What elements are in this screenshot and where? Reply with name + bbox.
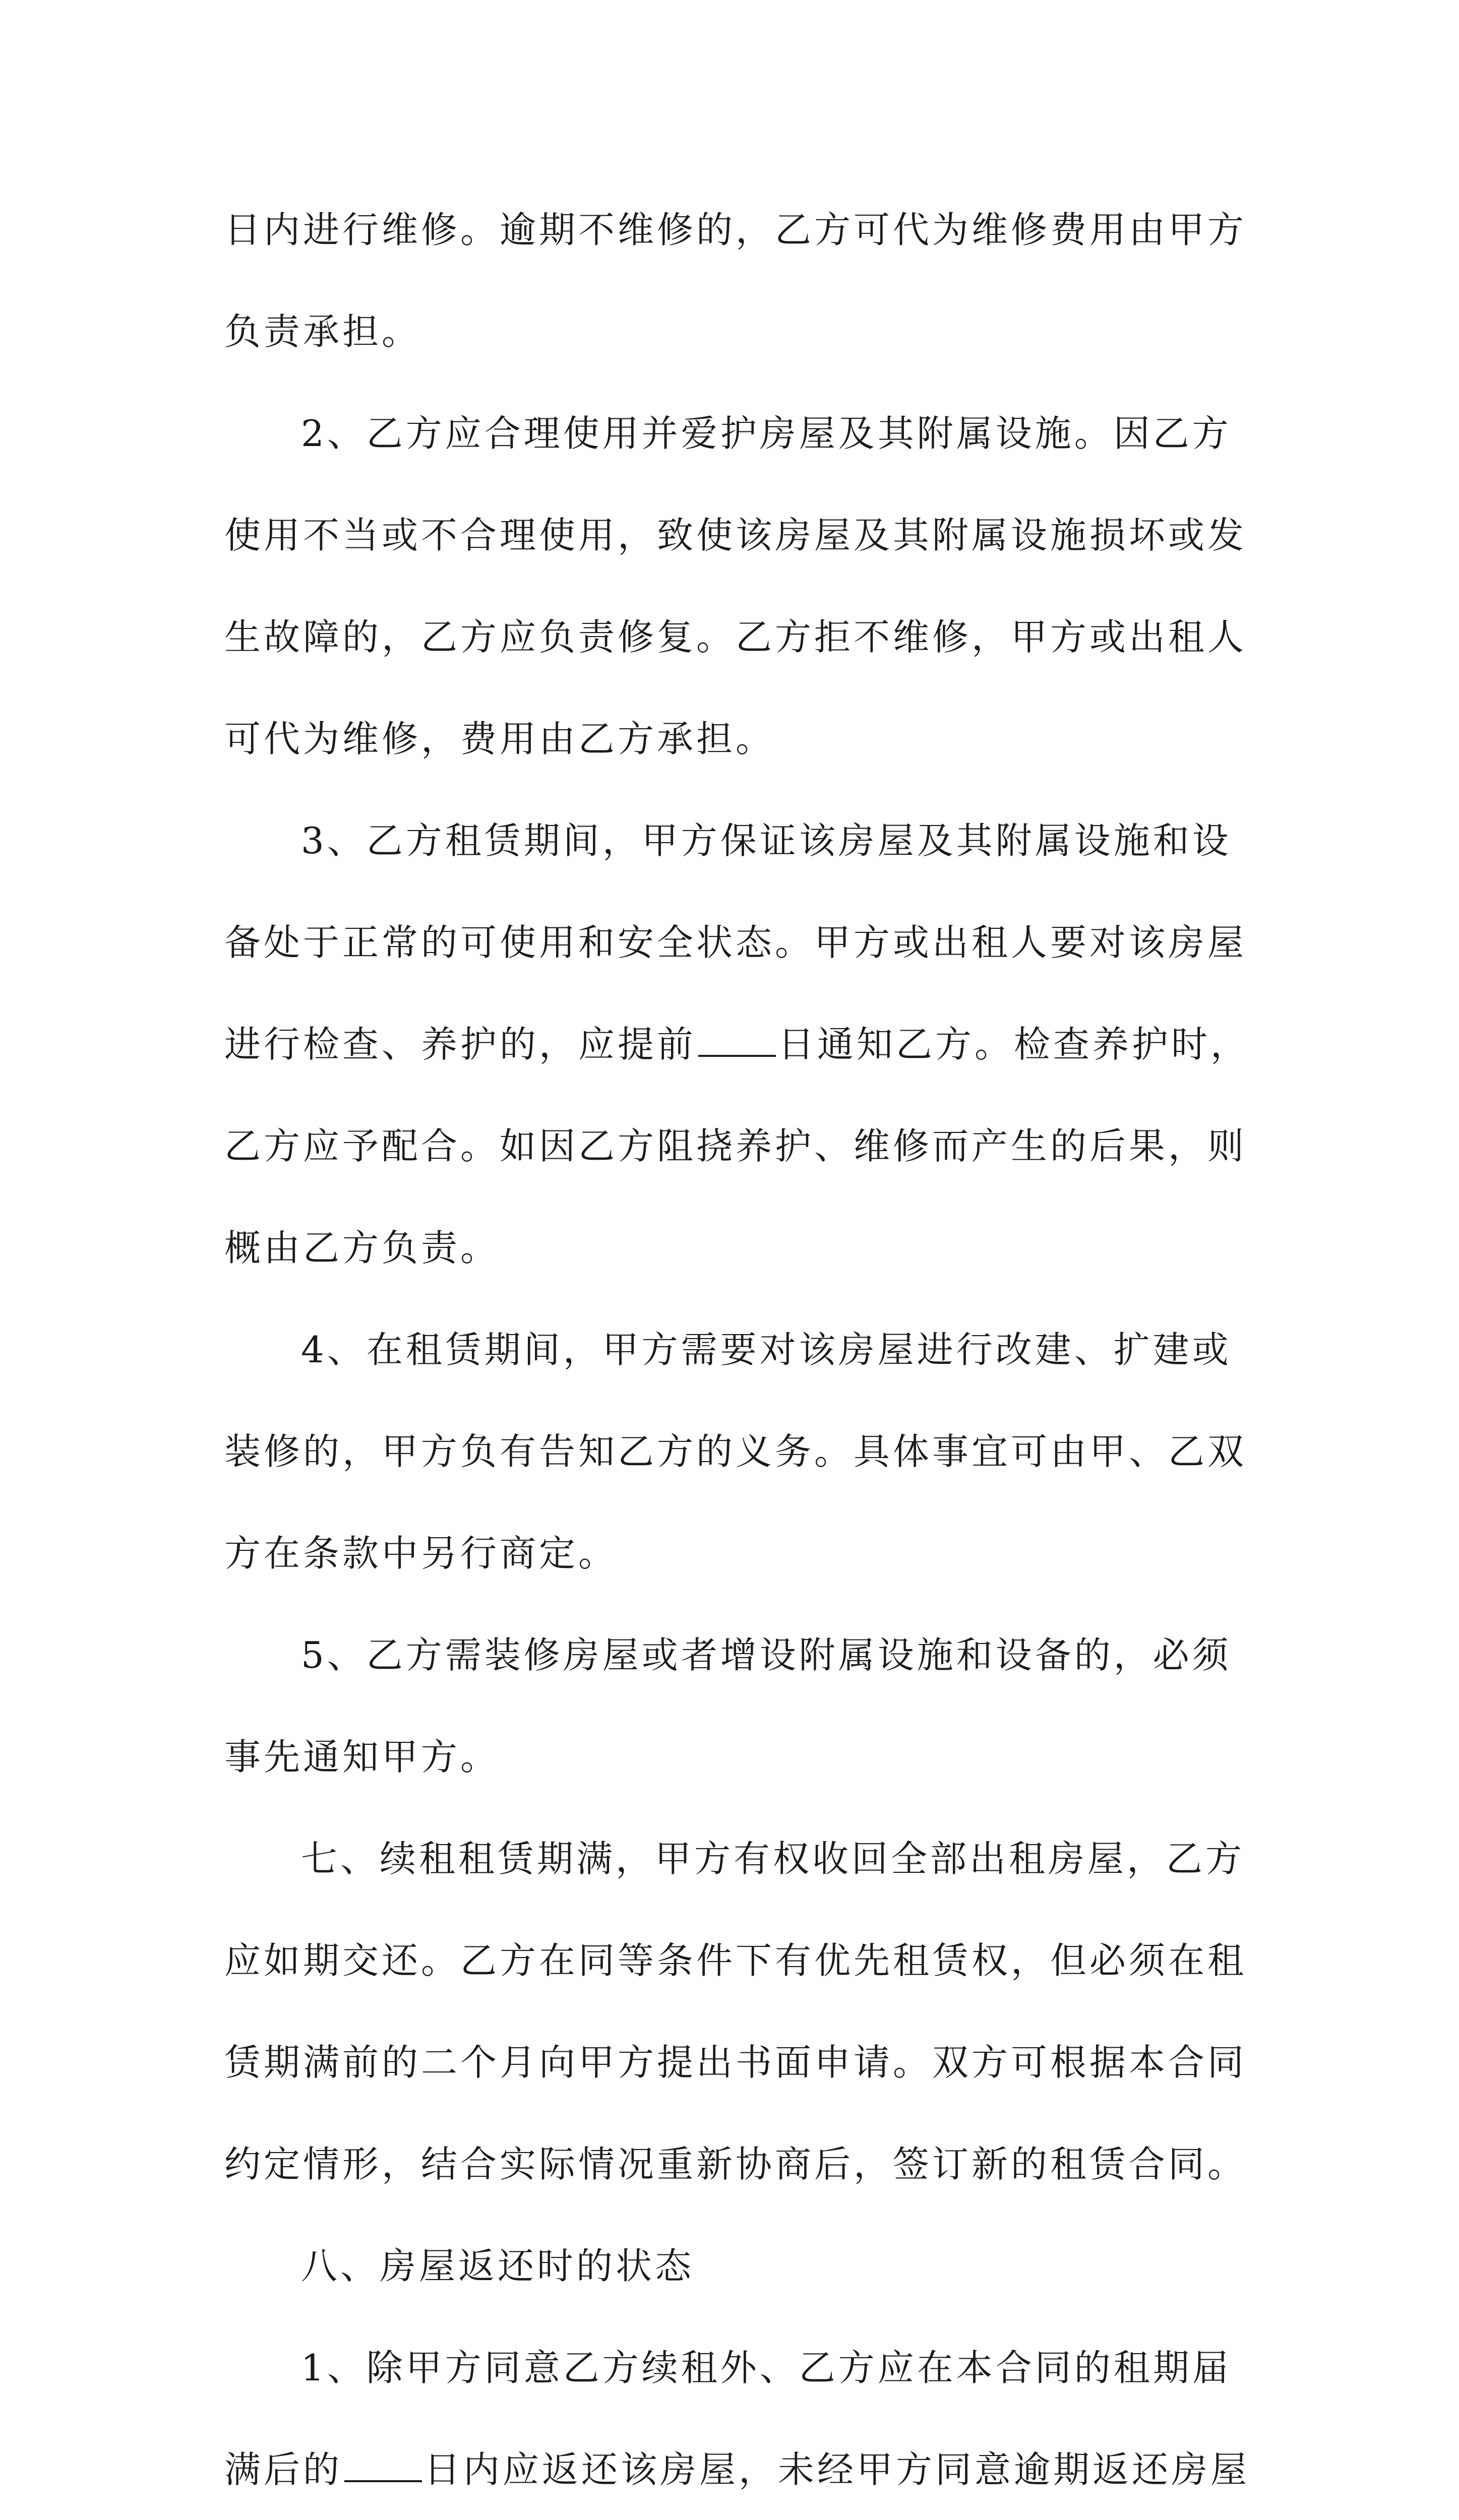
text-segment: 进行检查、养护的，应提前 bbox=[224, 1023, 697, 1065]
text-segment: 日内应返还该房屋，未经甲方同意逾期返还房屋 bbox=[424, 2448, 1250, 2491]
section-heading: 八、房屋返还时的状态 bbox=[301, 2245, 695, 2287]
text-line: 生故障的，乙方应负责修复。乙方拒不维修，甲方或出租人 bbox=[224, 616, 1247, 658]
text-line: 备处于正常的可使用和安全状态。甲方或出租人要对该房屋 bbox=[224, 921, 1247, 964]
text-line: 七、续租租赁期满，甲方有权收回全部出租房屋，乙方 bbox=[301, 1838, 1245, 1880]
text-line: 应如期交还。乙方在同等条件下有优先租赁权，但必须在租 bbox=[224, 1939, 1247, 1982]
fill-in-blank bbox=[698, 1027, 776, 1057]
text-line: 事先通知甲方。 bbox=[224, 1736, 500, 1778]
text-line: 使用不当或不合理使用，致使该房屋及其附属设施损坏或发 bbox=[224, 514, 1247, 556]
document-body bbox=[224, 179, 1248, 2520]
fill-in-blank bbox=[344, 2452, 422, 2482]
text-line: 5、乙方需装修房屋或者增设附属设施和设备的，必须 bbox=[301, 1634, 1232, 1676]
text-line: 1、除甲方同意乙方续租外、乙方应在本合同的租期届 bbox=[301, 2347, 1232, 2389]
text-line: 4、在租赁期间，甲方需要对该房屋进行改建、扩建或 bbox=[301, 1329, 1232, 1371]
text-line: 日内进行维修。逾期不维修的，乙方可代为维修费用由甲方 bbox=[224, 209, 1247, 251]
text-segment: 日通知乙方。检查养护时， bbox=[778, 1023, 1250, 1065]
text-line: 概由乙方负责。 bbox=[224, 1227, 500, 1269]
text-line: 3、乙方租赁期间，甲方保证该房屋及其附属设施和设 bbox=[301, 820, 1232, 862]
text-line: 负责承担。 bbox=[224, 310, 421, 353]
text-line: 赁期满前的二个月向甲方提出书面申请。双方可根据本合同 bbox=[224, 2041, 1247, 2084]
text-line: 约定情形，结合实际情况重新协商后，签订新的租赁合同。 bbox=[224, 2143, 1247, 2185]
text-line: 方在条款中另行商定。 bbox=[224, 1532, 618, 1574]
text-line: 装修的，甲方负有告知乙方的义务。具体事宜可由甲、乙双 bbox=[224, 1430, 1247, 1473]
text-line: 2、乙方应合理使用并爱护房屋及其附属设施。因乙方 bbox=[301, 412, 1232, 455]
text-line: 可代为维修，费用由乙方承担。 bbox=[224, 718, 775, 760]
text-line bbox=[224, 2419, 1248, 2520]
text-line: 乙方应予配合。如因乙方阻挠养护、维修而产生的后果，则 bbox=[224, 1125, 1247, 1167]
text-segment: 满后的 bbox=[224, 2448, 343, 2491]
text-line bbox=[224, 993, 1248, 1095]
